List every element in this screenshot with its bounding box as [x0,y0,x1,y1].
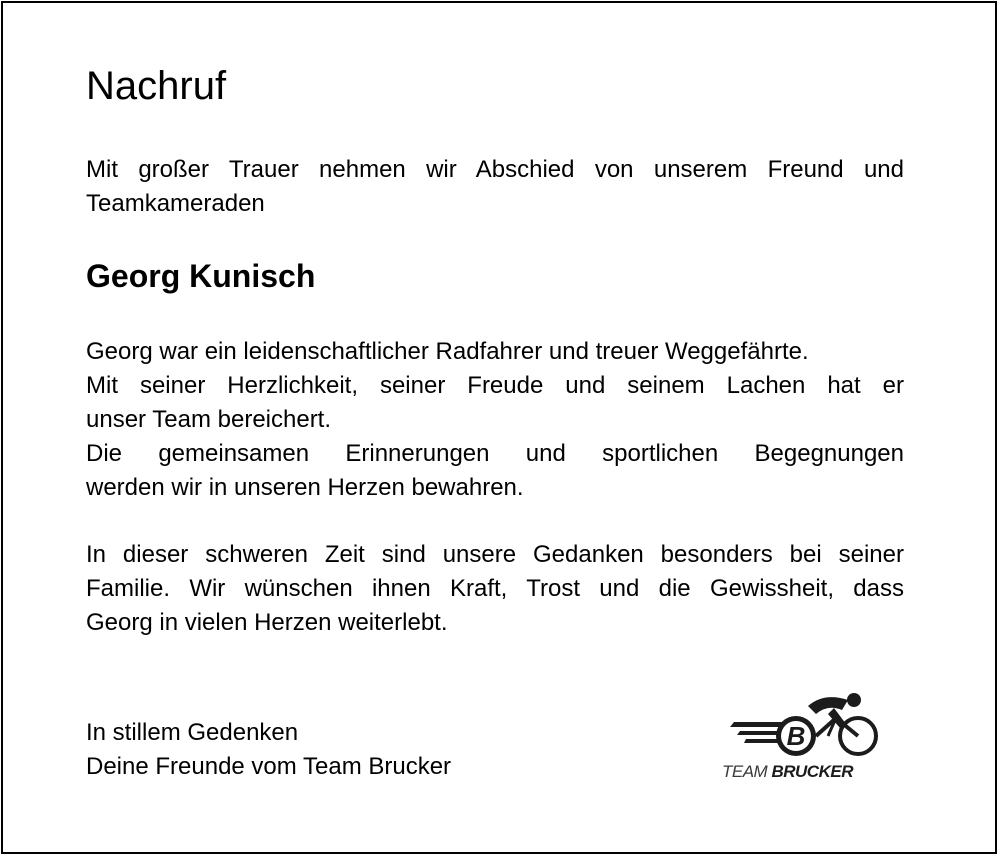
signoff-author: Deine Freunde vom Team Brucker [86,753,452,780]
team-brucker-logo [720,688,888,788]
logo-wordmark [722,762,853,782]
logo-emblem-letter: B [786,721,806,751]
logo-text-team: TEAM [722,762,768,781]
tribute-line: Georg war ein leidenschaftlicher Radfahrer und treuer Weggefährte. [86,338,809,365]
tribute-line: unser Team bereichert. [86,406,332,433]
signoff-line: In stillem Gedenken [86,719,299,746]
tribute-paragraph [86,335,904,505]
intro-paragraph [86,153,904,221]
logo-text-brand: BRUCKER [771,762,853,781]
tribute-line: Die gemeinsamen Erinnerungen und sportlichen Begegnungen [86,440,904,467]
condolence-paragraph [86,538,904,640]
deceased-name: Georg Kunisch [86,258,316,294]
intro-line: Teamkameraden [86,190,265,217]
tribute-line: Mit seiner Herzlichkeit, seiner Freude und seinem Lachen hat er [86,372,904,399]
tribute-line: werden wir in unseren Herzen bewahren. [86,474,524,501]
cyclist-logo-icon [720,688,888,762]
condolence-line: In dieser schweren Zeit sind unsere Gedanken besonders bei seiner [86,541,904,568]
intro-line: Mit großer Trauer nehmen wir Abschied von unserem Freund und [86,156,904,183]
notice-title: Nachruf [86,64,227,108]
condolence-line: Familie. Wir wünschen ihnen Kraft, Trost und die Gewissheit, dass [86,575,904,602]
signoff [86,716,451,784]
condolence-line: Georg in vielen Herzen weiterlebt. [86,609,448,636]
